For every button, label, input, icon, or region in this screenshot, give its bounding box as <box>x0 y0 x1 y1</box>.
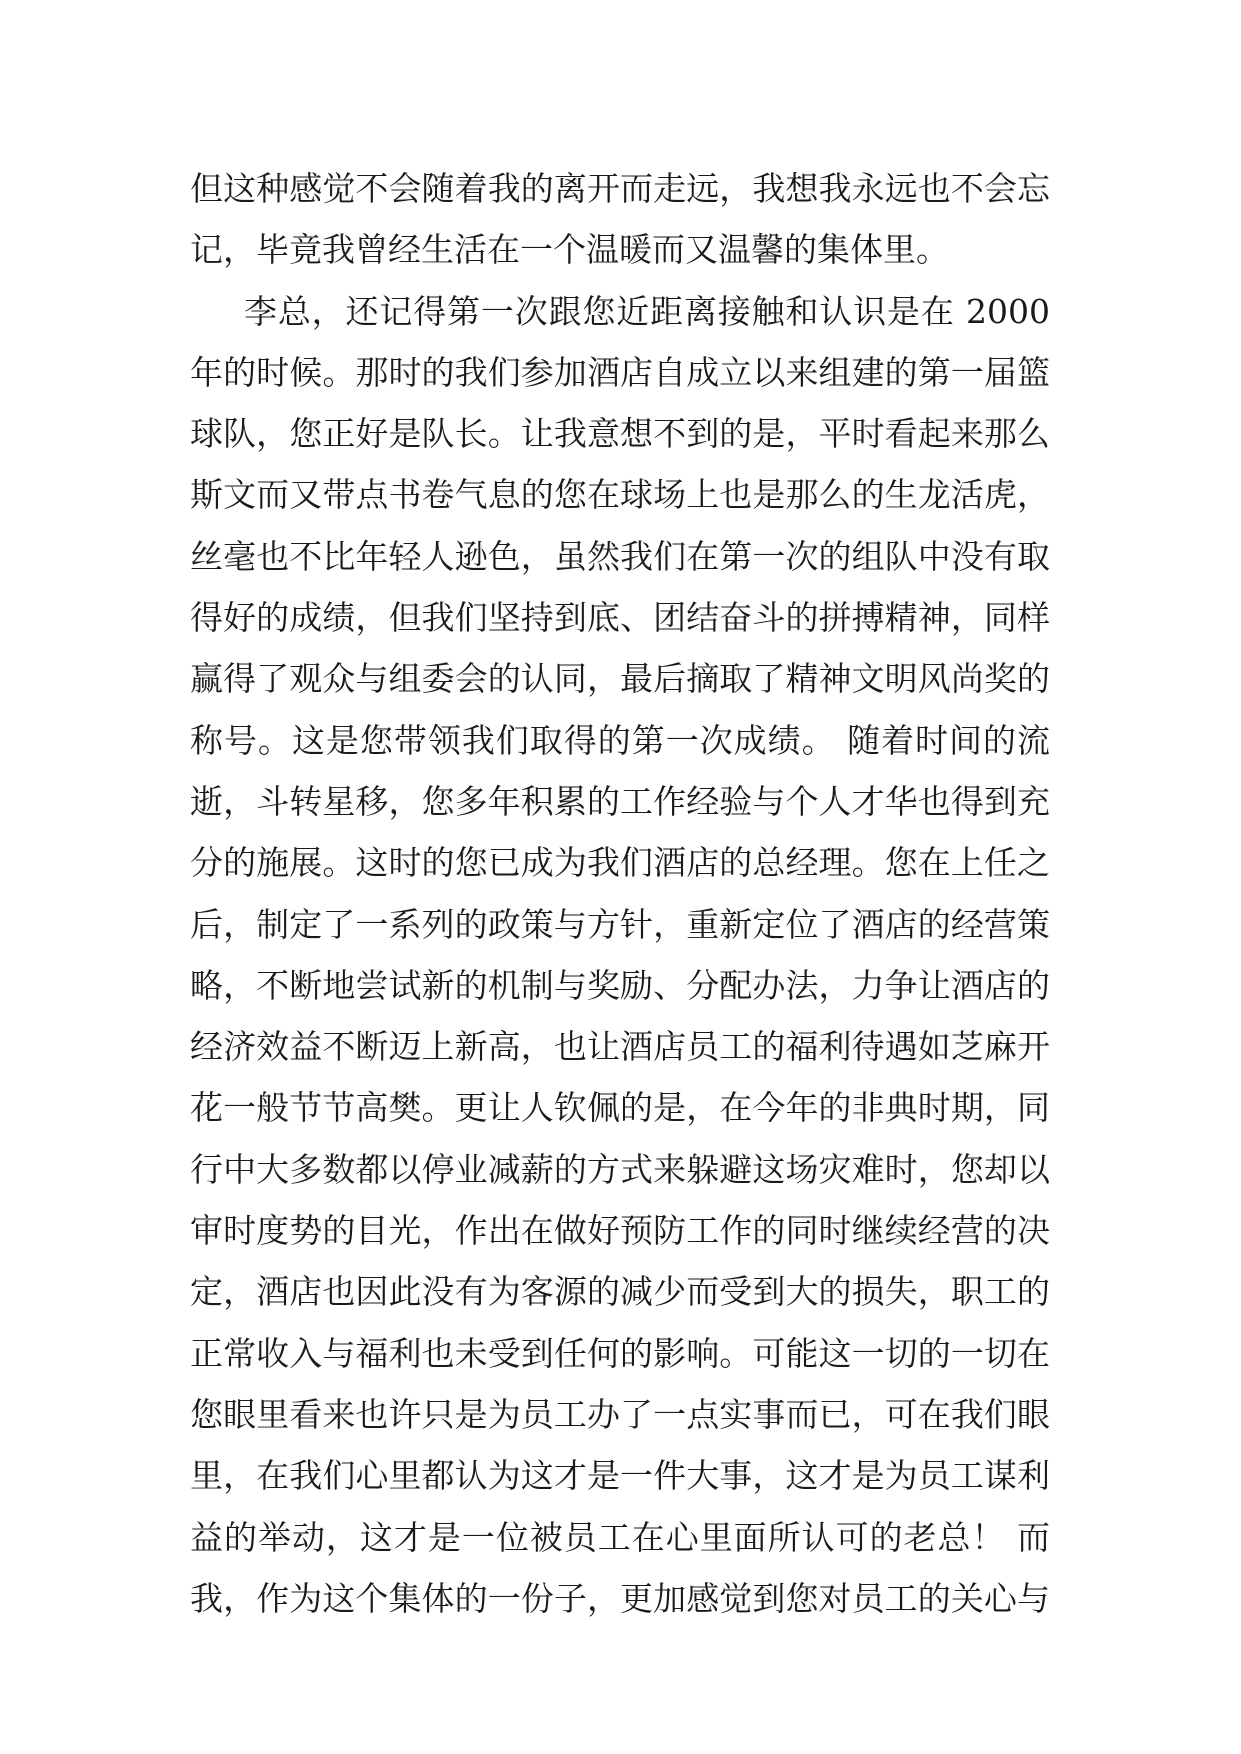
text-line: 审时度势的目光，作出在做好预防工作的同时继续经营的决 <box>190 1211 1050 1251</box>
text-line: 得好的成绩，但我们坚持到底、团结奋斗的拼搏精神，同样 <box>190 598 1050 638</box>
text-line: 经济效益不断迈上新高，也让酒店员工的福利待遇如芝麻开 <box>190 1027 1050 1067</box>
text-line: 赢得了观众与组委会的认同，最后摘取了精神文明风尚奖的 <box>190 659 1050 699</box>
text-line: 分的施展。这时的您已成为我们酒店的总经理。您在上任之 <box>190 843 1050 883</box>
text-line: 略，不断地尝试新的机制与奖励、分配办法，力争让酒店的 <box>190 965 1050 1005</box>
text-line: 球队，您正好是队长。让我意想不到的是，平时看起来那么 <box>190 414 1050 454</box>
letter-body-text <box>190 158 1050 1629</box>
text-line: 正常收入与福利也未受到任何的影响。可能这一切的一切在 <box>190 1333 1050 1373</box>
text-line: 称号。这是您带领我们取得的第一次成绩。 随着时间的流 <box>190 720 1050 760</box>
text-line: 丝毫也不比年轻人逊色，虽然我们在第一次的组队中没有取 <box>190 536 1050 576</box>
text-line: 花一般节节高樊。更让人钦佩的是，在今年的非典时期，同 <box>190 1088 1050 1128</box>
text-line: 年的时候。那时的我们参加酒店自成立以来组建的第一届篮 <box>190 352 1050 392</box>
text-line: 里，在我们心里都认为这才是一件大事，这才是为员工谋利 <box>190 1456 1050 1496</box>
text-line: 李总，还记得第一次跟您近距离接触和认识是在 2000 <box>244 291 1050 331</box>
text-line: 但这种感觉不会随着我的离开而走远，我想我永远也不会忘 <box>190 169 1050 208</box>
text-line: 斯文而又带点书卷气息的您在球场上也是那么的生龙活虎， <box>190 475 1050 515</box>
text-line: 后，制定了一系列的政策与方针，重新定位了酒店的经营策 <box>190 904 1050 944</box>
text-line: 行中大多数都以停业减薪的方式来躲避这场灾难时，您却以 <box>190 1149 1050 1189</box>
text-line: 益的举动，这才是一位被员工在心里面所认可的老总！ 而 <box>190 1517 1050 1557</box>
text-line: 记，毕竟我曾经生活在一个温暖而又温馨的集体里。 <box>190 230 949 270</box>
text-line: 我，作为这个集体的一份子，更加感觉到您对员工的关心与 <box>190 1578 1050 1618</box>
text-line: 逝，斗转星移，您多年积累的工作经验与个人才华也得到充 <box>190 781 1050 821</box>
text-line: 定，酒店也因此没有为客源的减少而受到大的损失，职工的 <box>190 1272 1050 1312</box>
text-line: 您眼里看来也许只是为员工办了一点实事而已，可在我们眼 <box>190 1394 1050 1434</box>
